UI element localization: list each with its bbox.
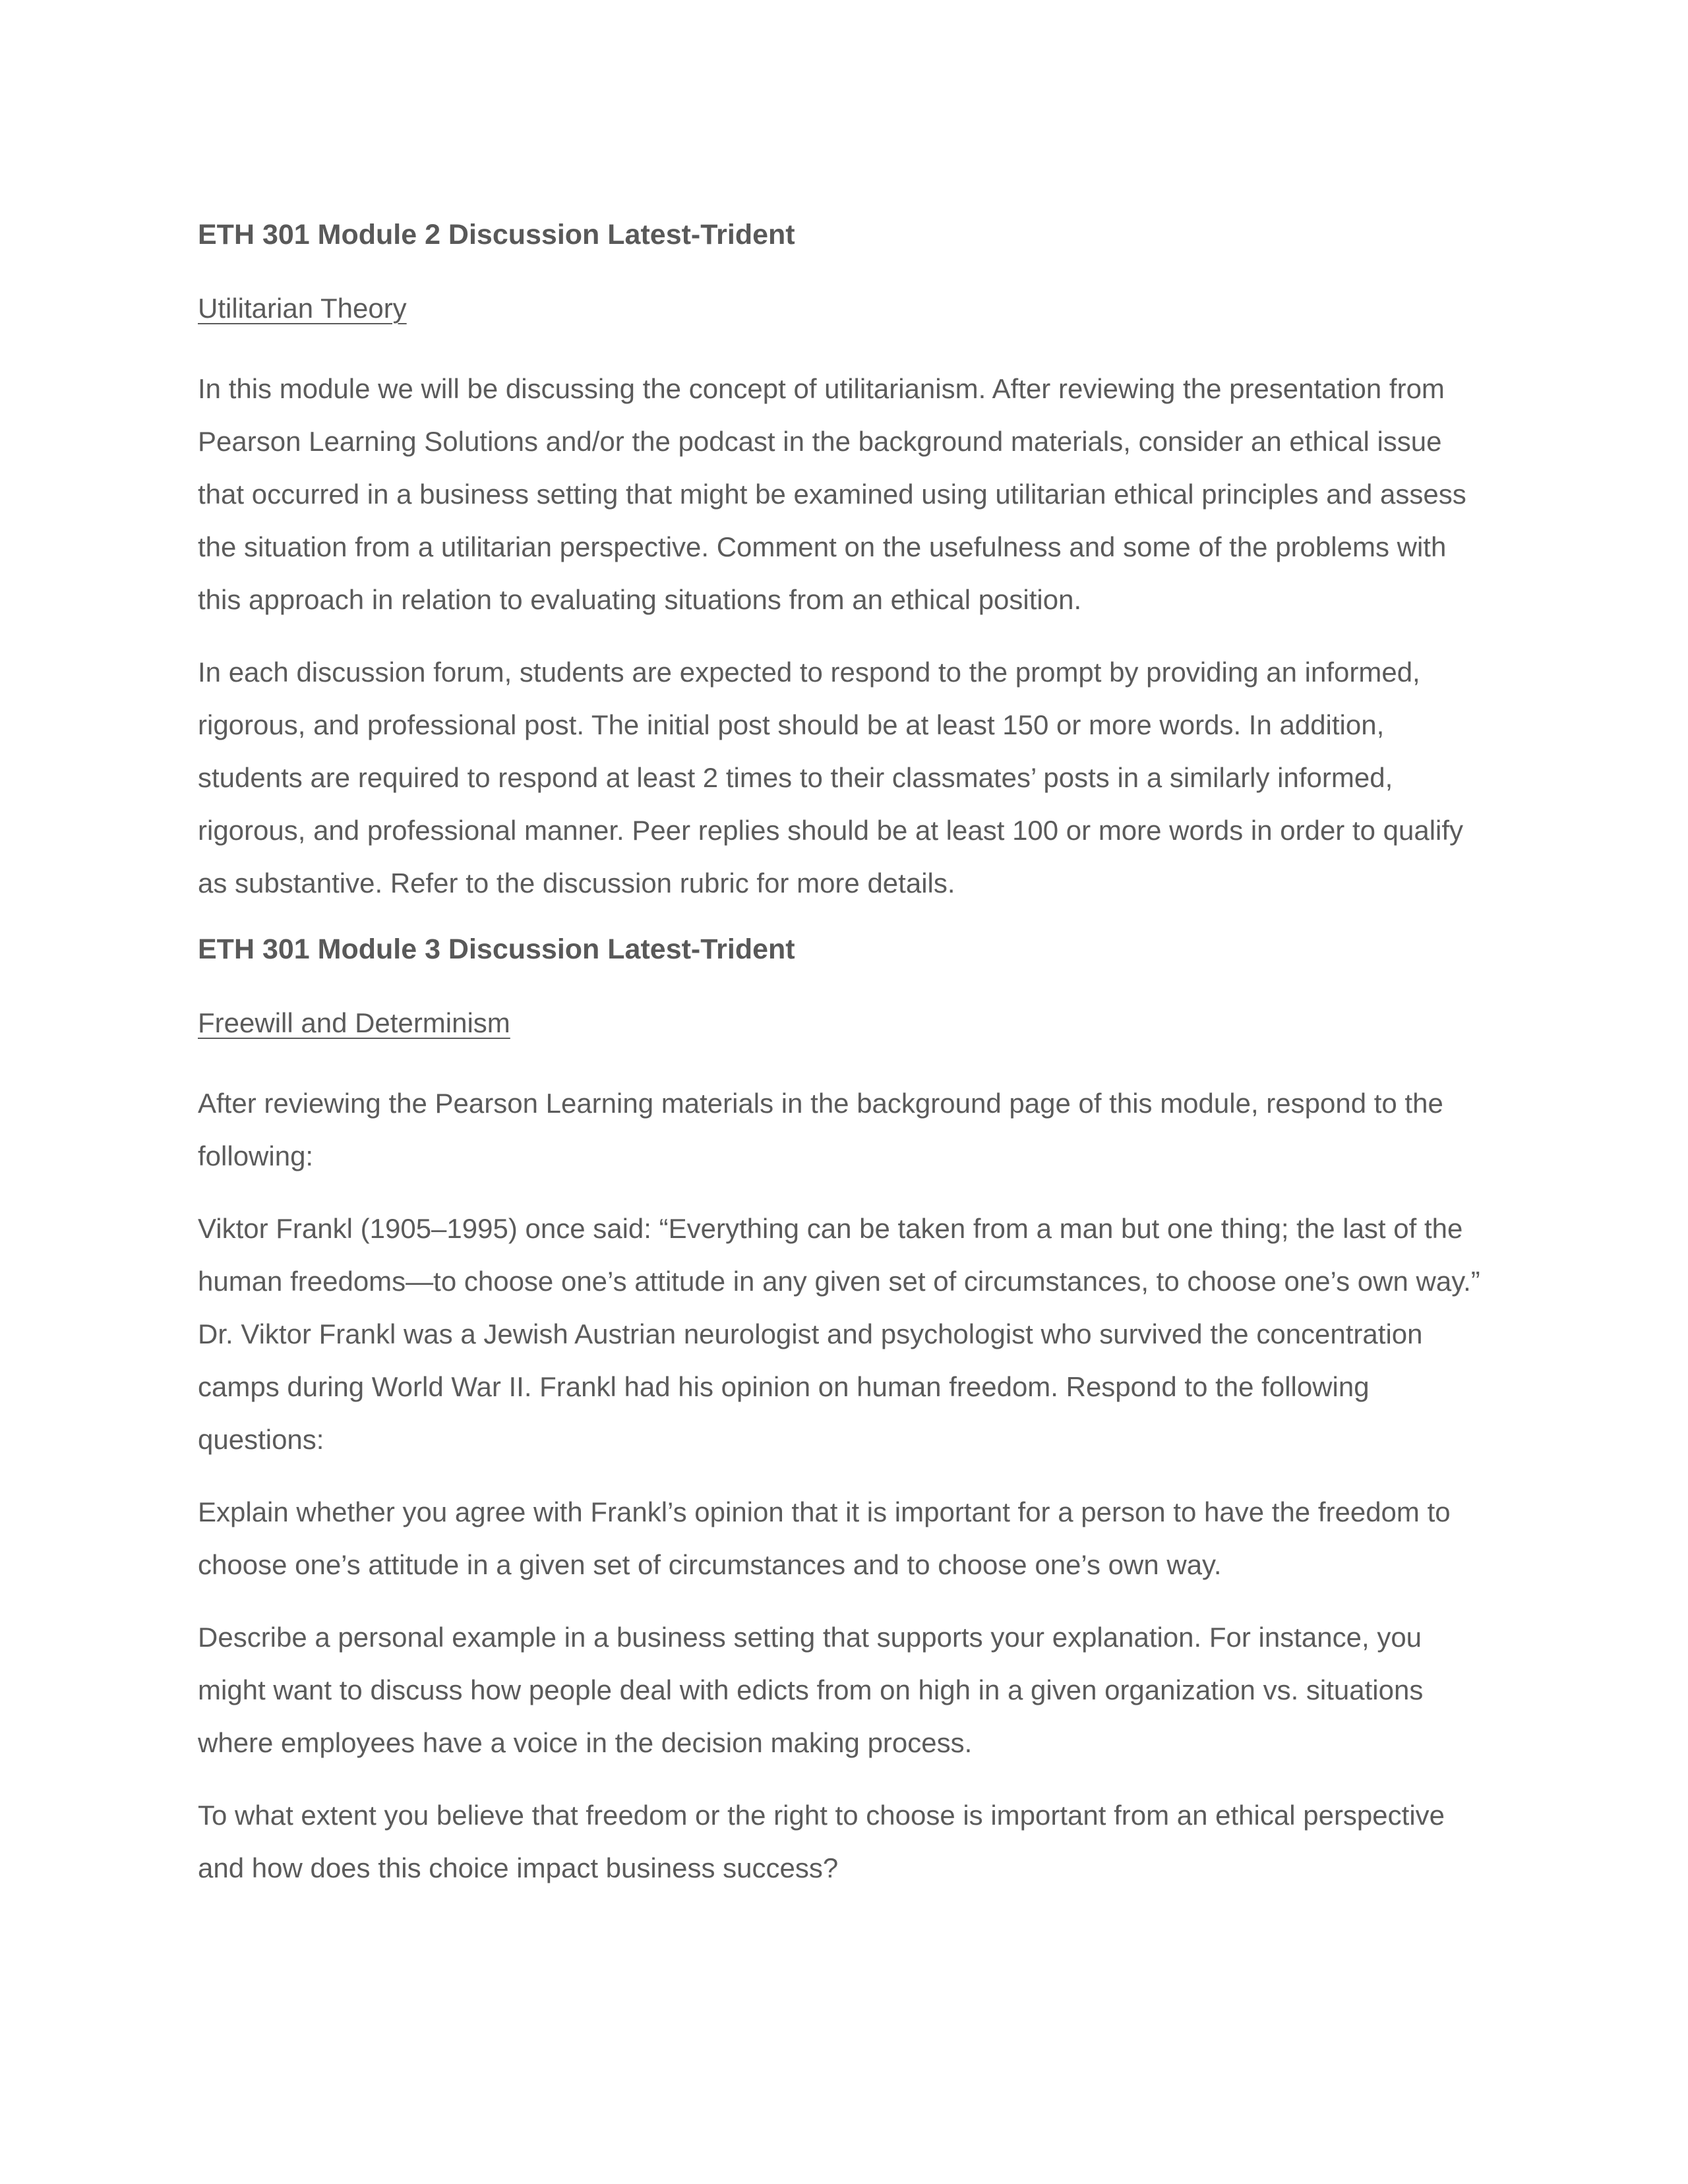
paragraph-question-extent: To what extent you believe that freedom or the right to choose is important from an ethical perspective and how does this choice impact business success?	[198, 1800, 1445, 1883]
paragraph-question-example: Describe a personal example in a business setting that supports your explanation. For instance, you might want to discuss how people deal with edicts from on high in a given organization vs. situations where employees have a voice in the decision making process.	[198, 1622, 1424, 1758]
document-page	[198, 215, 1490, 1914]
section-title-module-3: ETH 301 Module 3 Discussion Latest-Trident	[198, 933, 795, 965]
section-title-module-2: ETH 301 Module 2 Discussion Latest-Trident	[198, 219, 795, 251]
section-subtitle-freewill-determinism: Freewill and Determinism	[198, 1007, 510, 1038]
paragraph-question-agree: Explain whether you agree with Frankl’s opinion that it is important for a person to have the freedom to choose one’s attitude in a given set of circumstances and to choose one’s own way.	[198, 1496, 1451, 1580]
section-subtitle-utilitarian-theory: Utilitarian Theory	[198, 293, 407, 324]
paragraph-review-instructions: After reviewing the Pearson Learning materials in the background page of this module, respond to the following:	[198, 1088, 1443, 1171]
paragraph-frankl-quote: Viktor Frankl (1905–1995) once said: “Everything can be taken from a man but one thing; the last of the human freedoms—to choose one’s attitude in any given set of circumstances, to choose one’s own way.” Dr. Viktor Frankl was a Jewish Austrian neurologist and psychologist who survived the concentration camps during World War II. Frankl had his opinion on human freedom. Respond to the following questions:	[198, 1213, 1480, 1455]
paragraph-utilitarianism-prompt: In this module we will be discussing the concept of utilitarianism. After reviewing the presentation from Pearson Learning Solutions and/or the podcast in the background materials, consider an ethical issue that occurred in a business setting that might be examined using utilitarian ethical principles and assess the situation from a utilitarian perspective. Comment on the usefulness and some of the problems with this approach in relation to evaluating situations from an ethical position.	[198, 373, 1466, 615]
paragraph-forum-requirements: In each discussion forum, students are expected to respond to the prompt by providing an informed, rigorous, and professional post. The initial post should be at least 150 or more words. In addition, students are required to respond at least 2 times to their classmates’ posts in a similarly informed, rigorous, and professional manner. Peer replies should be at least 100 or more words in order to qualify as substantive. Refer to the discussion rubric for more details.	[198, 657, 1464, 899]
